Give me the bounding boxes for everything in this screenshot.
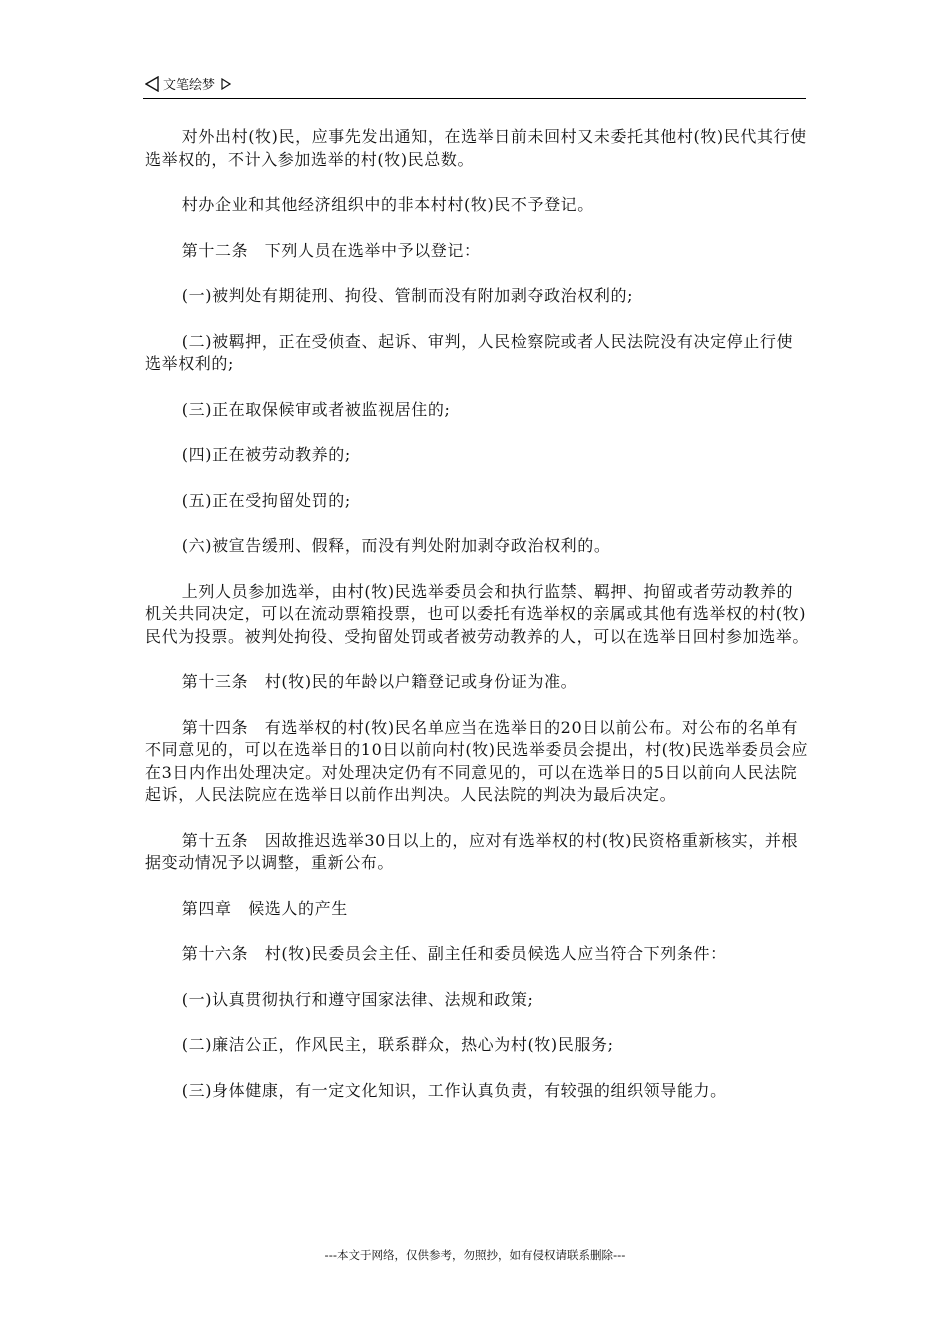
list-item: (二)被羁押，正在受侦查、起诉、审判，人民检察院或者人民法院没有决定停止行使选举权利的; <box>145 331 794 373</box>
article-paragraph: 第十四条 有选举权的村(牧)民名单应当在选举日的20日以前公布。对公布的名单有不同意见的，可以在选举日的10日以前向村(牧)民选举委员会提出，村(牧)民选举委员会应在3日内作出处理决定。对处理决定仍有不同意见的，可以在选举日的5日以前向人民法院起诉，人民法院应在选举日以前作出判决。人民法院的判决为最后决定。 <box>145 717 809 804</box>
list-item: (三)正在取保候审或者被监视居住的; <box>181 399 451 419</box>
list-item: (一)被判处有期徒刑、拘役、管制而没有附加剥夺政治权利的; <box>181 286 634 305</box>
article-paragraph: 第十五条 因故推迟选举30日以上的，应对有选举权的村(牧)民资格重新核实，并根据变动情况予以调整，重新公布。 <box>145 830 799 872</box>
brand-name: 文笔绘梦 <box>163 78 216 93</box>
list-item: (一)认真贯彻执行和遵守国家法律、法规和政策; <box>181 989 534 1009</box>
paragraph: 村办企业和其他经济组织中的非本村村(牧)民不予登记。 <box>181 195 594 214</box>
list-item: (四)正在被劳动教养的; <box>181 445 351 464</box>
chapter-heading: 第四章 候选人的产生 <box>181 898 348 918</box>
list-item: (二)廉洁公正，作风民主，联系群众，热心为村(牧)民服务; <box>181 1035 614 1054</box>
article-heading: 第十六条 村(牧)民委员会主任、副主任和委员候选人应当符合下列条件： <box>181 944 727 963</box>
document-body <box>145 126 809 1125</box>
brand-logo <box>145 74 231 93</box>
article-heading: 第十二条 下列人员在选举中予以登记： <box>181 240 481 260</box>
list-item: (五)正在受拘留处罚的; <box>181 490 351 510</box>
paragraph: 对外出村(牧)民，应事先发出通知，在选举日前未回村又未委托其他村(牧)民代其行使选举权的，不计入参加选举的村(牧)民总数。 <box>145 127 807 169</box>
list-item: (六)被宣告缓刑、假释，而没有判处附加剥夺政治权利的。 <box>181 536 611 555</box>
footer-disclaimer: ---本文于网络，仅供参考，勿照抄，如有侵权请联系删除--- <box>324 1248 626 1262</box>
paragraph: 上列人员参加选举，由村(牧)民选举委员会和执行监禁、羁押、拘留或者劳动教养的机关共同决定，可以在流动票箱投票，也可以委托有选举权的亲属或其他有选举权的村(牧)民代为投票。被判处拘役、受拘留处罚或者被劳动教养的人，可以在选举日回村参加选举。 <box>145 581 810 646</box>
page-header <box>143 72 806 99</box>
article-paragraph: 第十三条 村(牧)民的年龄以户籍登记或身份证为准。 <box>181 672 578 691</box>
list-item: (三)身体健康，有一定文化知识，工作认真负责，有较强的组织领导能力。 <box>181 1080 727 1100</box>
right-triangle-icon <box>221 78 231 90</box>
left-triangle-icon <box>145 76 159 92</box>
